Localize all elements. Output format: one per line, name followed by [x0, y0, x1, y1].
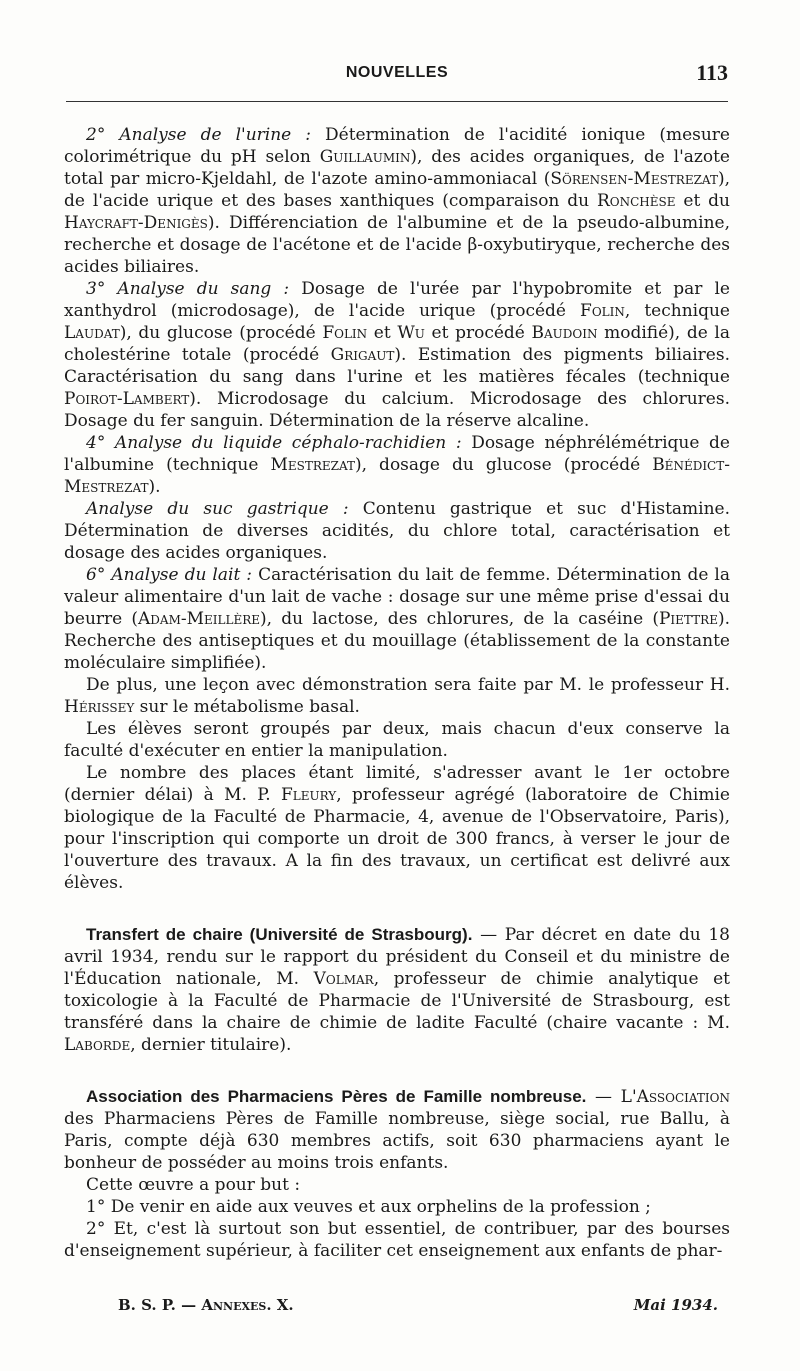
section-gap [64, 1056, 730, 1086]
section-label: 6° Analyse du lait : [86, 565, 253, 585]
article-heading: Association des Pharmaciens Pères de Famille nombreuse. [86, 1087, 587, 1106]
section-gap [64, 894, 730, 924]
paragraph-analyse-urine: 2° Analyse de l'urine : Détermination de l'acidité ionique (mesure colorimétrique du pH selon Guillaumin), des acides organiques, de l'azote total par micro-Kjeldahl, de l'azote amino-ammoniacal (Sörensen-Mestrezat), de l'acide urique et des bases xanthiques (comparaison du Ronchèse et du Haycraft-Denigès). Différenciation de l'albumine et de la pseudo-albumine, recherche et dosage de l'acétone et de l'acide β-oxybutiryque, recherche des acides biliaires. [64, 125, 731, 277]
paragraph-but: Cette œuvre a pour but : [86, 1175, 301, 1195]
author-name: Mestrezat [270, 455, 355, 475]
author-name: Fleury [281, 785, 337, 805]
author-name: Piettre [658, 609, 718, 629]
paragraph-lecon: De plus, une leçon avec démonstration sera faite par M. le professeur H. Hérissey sur le métabolisme basal. [64, 675, 730, 717]
author-name: Laudat [64, 323, 120, 343]
section-label: 3° Analyse du sang : [86, 279, 290, 299]
section-label: 4° Analyse du liquide céphalo-rachidien : [86, 433, 462, 453]
paragraph-inscription: Le nombre des places étant limité, s'adresser avant le 1er octobre (dernier délai) à M. P. Fleury, professeur agrégé (laboratoire de Chimie biologique de la Faculté de Pharmacie, 4, avenue de l'Observatoire, Paris), pour l'inscription qui comporte un droit de 300 francs, à verser le jour de l'ouverture des travaux. A la fin des travaux, un certificat est delivré aux élèves. [64, 763, 730, 893]
page-footer [118, 1296, 718, 1320]
paragraph-analyse-suc: Analyse du suc gastrique : Contenu gastrique et suc d'Histamine. Détermination de diverses acidités, du chlore total, caractérisation et dosage des acides organiques. [64, 499, 731, 563]
article-heading: Transfert de chaire (Université de Strasbourg). [86, 925, 473, 944]
page-header [66, 60, 728, 100]
section-label: 2° Analyse de l'urine : [86, 125, 311, 145]
author-name: Guillaumin [319, 147, 411, 167]
body-text [64, 124, 730, 1262]
footer-journal-ref: B. S. P. — Annexes. X. [118, 1296, 294, 1314]
author-name: Poirot-Lambert [64, 389, 190, 409]
article-transfert-chaire: Transfert de chaire (Université de Strasbourg). — Par décret en date du 18 avril 1934, rendu sur le rapport du président du Conseil et du ministre de l'Éducation nationale, M. Volmar, professeur de chimie analytique et toxicologie à la Faculté de Pharmacie de l'Université de Strasbourg, est transféré dans la chaire de chimie de ladite Faculté (chaire vacante : M. Laborde, dernier titulaire). [64, 925, 730, 1055]
footer-date: Mai 1934. [633, 1296, 718, 1314]
author-name: Adam-Meillère [138, 609, 261, 629]
article-association: Association des Pharmaciens Pères de Famille nombreuse. — L'Association des Pharmaciens Pères de Famille nombreuse, siège social, rue Ballu, à Paris, compte déjà 630 membres actifs, soit 630 pharmaciens ayant le bonheur de posséder au moins trois enfants. [64, 1087, 730, 1173]
author-name: Folin [322, 323, 368, 343]
paragraph-analyse-sang: 3° Analyse du sang : Dosage de l'urée par l'hypobromite et par le xanthydrol (microdosage), de l'acide urique (procédé Folin, technique Laudat), du glucose (procédé Folin et Wu et procédé Baudoin modifié), de la cholestérine totale (procédé Grigaut). Estimation des pigments biliaires. Caractérisation du sang dans l'urine et les matières fécales (technique Poirot-Lambert). Microdosage du calcium. Microdosage des chlorures. Dosage du fer sanguin. Détermination de la réserve alcaline. [64, 279, 730, 431]
paragraph-but-1: 1° De venir en aide aux veuves et aux orphelins de la profession ; [86, 1197, 651, 1217]
author-name: Hérissey [64, 697, 135, 717]
page-number: 113 [696, 60, 728, 85]
author-name: Grigaut [330, 345, 395, 365]
author-name: Laborde [64, 1035, 131, 1055]
author-name: Ronchèse [596, 191, 676, 211]
author-name: Sörensen-Mestrezat [550, 169, 718, 189]
author-name: Wu [397, 323, 425, 343]
author-name: Folin [580, 301, 625, 321]
section-label: Analyse du suc gastrique : [86, 499, 349, 519]
paragraph-analyse-lait: 6° Analyse du lait : Caractérisation du lait de femme. Détermination de la valeur alimentaire d'un lait de vache : dosage sur une même prise d'essai du beurre (Adam-Meillère), du lactose, des chlorures, de la caséine (Piettre). Recherche des antiseptiques et du mouillage (établissement de la constante moléculaire simplifiée). [64, 565, 730, 673]
author-name: Bénédict-Mestrezat [64, 455, 730, 497]
author-name: Baudoin [531, 323, 598, 343]
running-title: NOUVELLES [345, 64, 449, 81]
author-name: Volmar [313, 969, 374, 989]
paragraph-but-2: 2° Et, c'est là surtout son but essentiel, de contribuer, par des bourses d'enseignement supérieur, à faciliter cet enseignement aux enfants de phar- [64, 1219, 730, 1261]
paragraph-eleves: Les élèves seront groupés par deux, mais chacun d'eux conserve la faculté d'exécuter en entier la manipulation. [64, 719, 730, 761]
header-rule [66, 101, 728, 102]
paragraph-analyse-liquide: 4° Analyse du liquide céphalo-rachidien : Dosage néphrélémétrique de l'albumine (technique Mestrezat), dosage du glucose (procédé Bénédict-Mestrezat). [64, 433, 730, 497]
author-name: Haycraft-Denigès [64, 213, 208, 233]
